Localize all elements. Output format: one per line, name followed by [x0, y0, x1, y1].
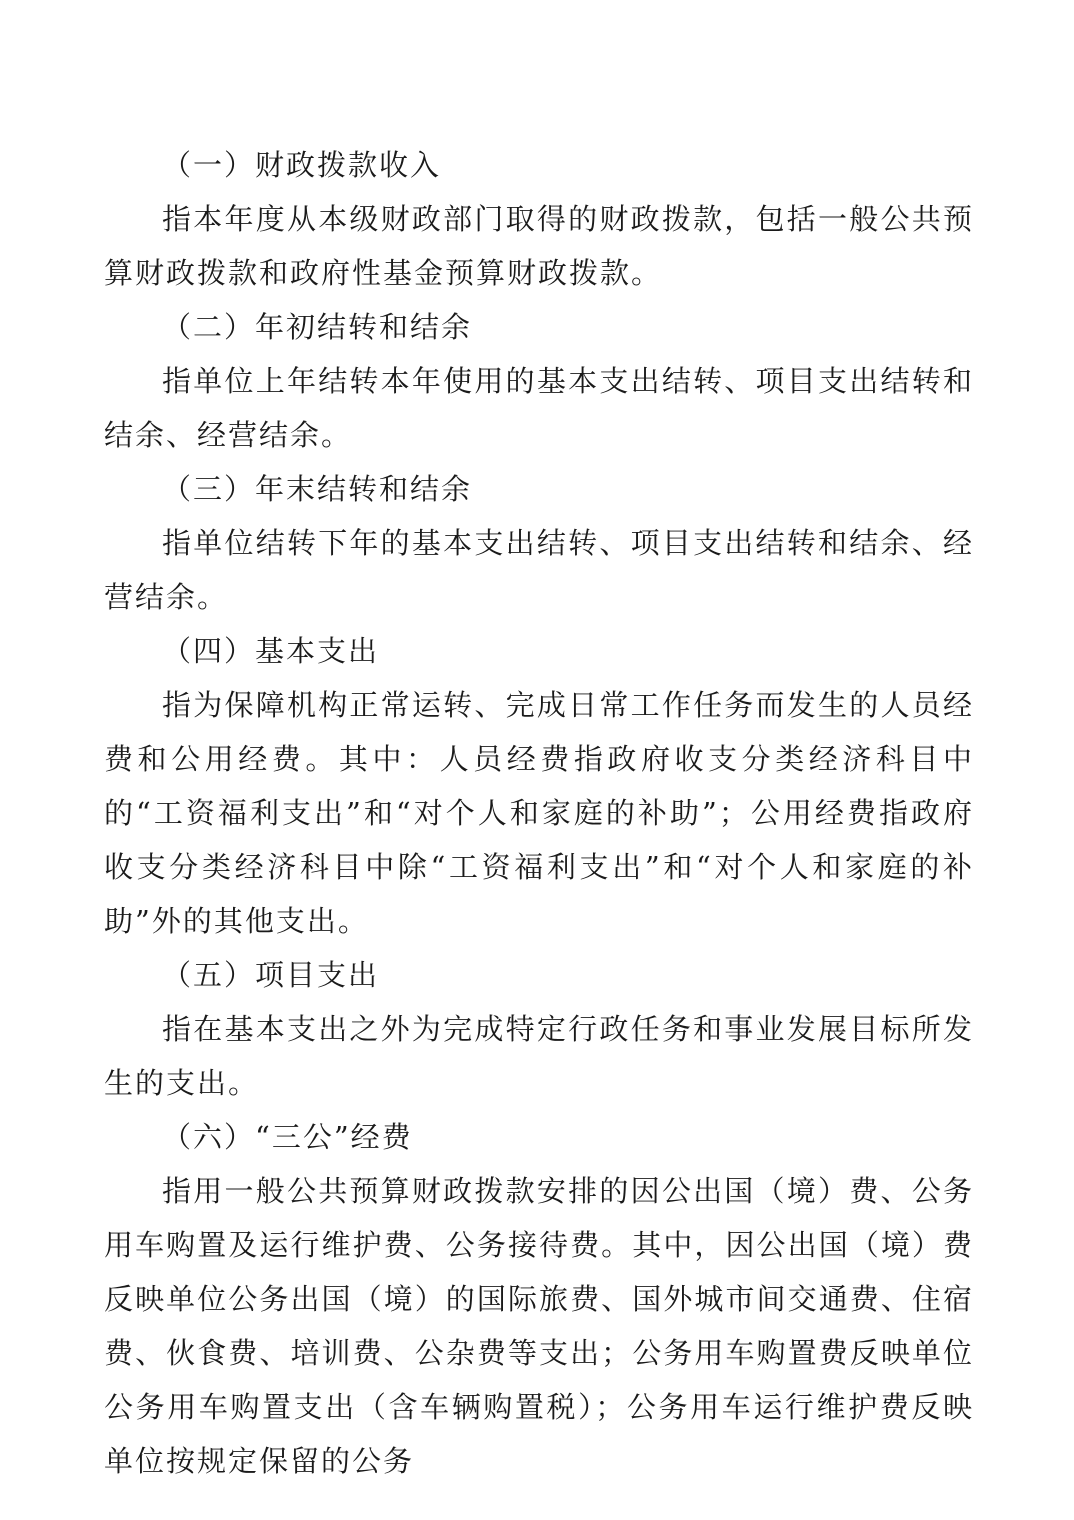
section-paragraph-3: 指单位结转下年的基本支出结转、项目支出结转和结余、经营结余。 [104, 526, 974, 614]
section-heading-6: （六）“三公”经费 [162, 1120, 413, 1154]
section-paragraph-4: 指为保障机构正常运转、完成日常工作任务而发生的人员经费和公用经费。其中：人员经费指政府收支分类经济科目中的“工资福利支出”和“对个人和家庭的补助”；公用经费指政府收支分类经济科目中除“工资福利支出”和“对个人和家庭的补助”外的其他支出。 [104, 688, 974, 938]
section-paragraph-2: 指单位上年结转本年使用的基本支出结转、项目支出结转和结余、经营结余。 [104, 364, 974, 452]
section-paragraph-6: 指用一般公共预算财政拨款安排的因公出国（境）费、公务用车购置及运行维护费、公务接待费。其中，因公出国（境）费反映单位公务出国（境）的国际旅费、国外城市间交通费、住宿费、伙食费、培训费、公杂费等支出；公务用车购置费反映单位公务用车购置支出（含车辆购置税）；公务用车运行维护费反映单位按规定保留的公务 [104, 1174, 974, 1478]
section-heading-3: （三）年末结转和结余 [162, 472, 473, 506]
section-paragraph-1: 指本年度从本级财政部门取得的财政拨款，包括一般公共预算财政拨款和政府性基金预算财政拨款。 [104, 202, 974, 290]
section-heading-4: （四）基本支出 [162, 634, 380, 668]
section-heading-1: （一）财政拨款收入 [162, 148, 442, 182]
section-heading-2: （二）年初结转和结余 [162, 310, 473, 344]
section-paragraph-5: 指在基本支出之外为完成特定行政任务和事业发展目标所发生的支出。 [104, 1012, 974, 1100]
section-heading-5: （五）项目支出 [162, 958, 380, 992]
document-body [104, 138, 974, 1488]
